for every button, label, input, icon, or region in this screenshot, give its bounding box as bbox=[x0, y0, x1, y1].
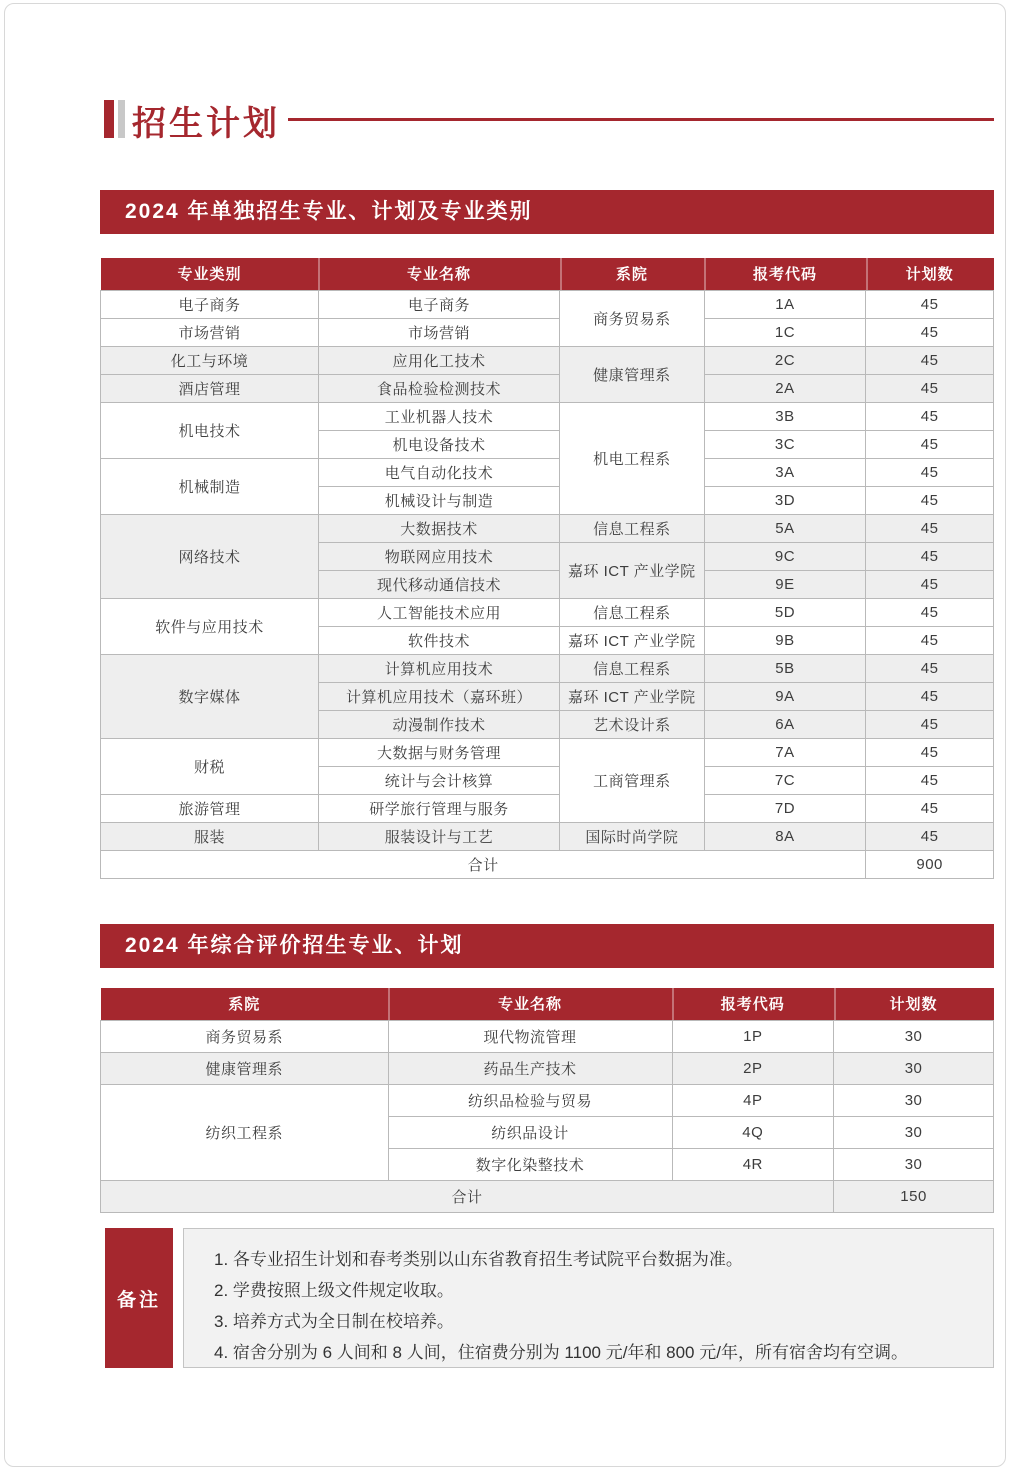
table-cell: 机械设计与制造 bbox=[318, 486, 559, 514]
table-cell: 电子商务 bbox=[318, 290, 559, 318]
title-accent-bar-gray bbox=[118, 100, 125, 138]
table-cell: 45 bbox=[866, 402, 994, 430]
table-cell: 9A bbox=[704, 682, 866, 710]
table-cell: 45 bbox=[866, 794, 994, 822]
table-cell: 4R bbox=[672, 1148, 834, 1180]
table-cell: 45 bbox=[866, 458, 994, 486]
table-row bbox=[101, 598, 994, 626]
table-cell: 酒店管理 bbox=[101, 374, 319, 402]
table-cell: 纺织品设计 bbox=[388, 1116, 672, 1148]
table-cell: 2C bbox=[704, 346, 866, 374]
table-cell: 电子商务 bbox=[101, 290, 319, 318]
page-title: 招生计划 bbox=[132, 105, 280, 143]
table-cell: 信息工程系 bbox=[560, 598, 705, 626]
column-header: 系院 bbox=[101, 988, 389, 1020]
remarks-box bbox=[183, 1228, 994, 1368]
table-cell: 嘉环 ICT 产业学院 bbox=[560, 542, 705, 598]
table-cell: 市场营销 bbox=[318, 318, 559, 346]
table-cell: 大数据技术 bbox=[318, 514, 559, 542]
section1-banner: 2024 年单独招生专业、计划及专业类别 bbox=[100, 190, 994, 234]
table-cell: 7A bbox=[704, 738, 866, 766]
table-cell: 2A bbox=[704, 374, 866, 402]
column-header: 专业名称 bbox=[318, 258, 559, 290]
table-cell: 信息工程系 bbox=[560, 514, 705, 542]
header-row bbox=[101, 988, 994, 1020]
table-cell: 9E bbox=[704, 570, 866, 598]
table-cell: 合计 bbox=[101, 850, 866, 878]
table-cell: 网络技术 bbox=[101, 514, 319, 598]
table-cell: 艺术设计系 bbox=[560, 710, 705, 738]
section2-banner: 2024 年综合评价招生专业、计划 bbox=[100, 924, 994, 968]
table-row bbox=[101, 346, 994, 374]
column-header: 计划数 bbox=[866, 258, 994, 290]
column-header: 计划数 bbox=[834, 988, 994, 1020]
table-cell: 1P bbox=[672, 1020, 834, 1052]
table-row bbox=[101, 1052, 994, 1084]
table-cell: 研学旅行管理与服务 bbox=[318, 794, 559, 822]
table-cell: 8A bbox=[704, 822, 866, 850]
table-cell: 30 bbox=[834, 1084, 994, 1116]
table-cell: 服装 bbox=[101, 822, 319, 850]
table-cell: 45 bbox=[866, 654, 994, 682]
table-cell: 机电工程系 bbox=[560, 402, 705, 514]
table-cell: 机电技术 bbox=[101, 402, 319, 458]
table-row bbox=[101, 318, 994, 346]
column-header: 专业类别 bbox=[101, 258, 319, 290]
comprehensive-enrollment-table bbox=[100, 988, 994, 1213]
table-cell: 5B bbox=[704, 654, 866, 682]
table-cell: 计算机应用技术（嘉环班） bbox=[318, 682, 559, 710]
table-cell: 统计与会计核算 bbox=[318, 766, 559, 794]
table-cell: 3B bbox=[704, 402, 866, 430]
table-row bbox=[101, 514, 994, 542]
remark-item: 4. 宿舍分别为 6 人间和 8 人间，住宿费分别为 1100 元/年和 800 元/年，所有宿舍均有空调。 bbox=[214, 1343, 908, 1362]
title-rule-line bbox=[288, 118, 994, 121]
table-cell: 30 bbox=[834, 1116, 994, 1148]
table-cell: 45 bbox=[866, 682, 994, 710]
table-cell: 数字化染整技术 bbox=[388, 1148, 672, 1180]
remarks-label: 备注 bbox=[105, 1228, 173, 1368]
table-cell: 化工与环境 bbox=[101, 346, 319, 374]
single-enrollment-table bbox=[100, 258, 994, 879]
table-cell: 软件技术 bbox=[318, 626, 559, 654]
table-cell: 4Q bbox=[672, 1116, 834, 1148]
table-cell: 45 bbox=[866, 598, 994, 626]
table-cell: 45 bbox=[866, 346, 994, 374]
table-row bbox=[101, 1084, 994, 1116]
table-cell: 机械制造 bbox=[101, 458, 319, 514]
table-cell: 动漫制作技术 bbox=[318, 710, 559, 738]
table-cell: 2P bbox=[672, 1052, 834, 1084]
table-cell: 45 bbox=[866, 374, 994, 402]
table-cell: 纺织工程系 bbox=[101, 1084, 389, 1180]
table-cell: 5A bbox=[704, 514, 866, 542]
table-cell: 3A bbox=[704, 458, 866, 486]
total-row bbox=[101, 850, 994, 878]
column-header: 系院 bbox=[560, 258, 705, 290]
table-cell: 大数据与财务管理 bbox=[318, 738, 559, 766]
table-cell: 45 bbox=[866, 542, 994, 570]
table-cell: 应用化工技术 bbox=[318, 346, 559, 374]
table-cell: 旅游管理 bbox=[101, 794, 319, 822]
remark-item: 3. 培养方式为全日制在校培养。 bbox=[214, 1312, 454, 1331]
table-cell: 3C bbox=[704, 430, 866, 458]
table-cell: 纺织品检验与贸易 bbox=[388, 1084, 672, 1116]
remark-item: 1. 各专业招生计划和春考类别以山东省教育招生考试院平台数据为准。 bbox=[214, 1250, 743, 1269]
table-row bbox=[101, 402, 994, 430]
table-cell: 服装设计与工艺 bbox=[318, 822, 559, 850]
table-cell: 嘉环 ICT 产业学院 bbox=[560, 626, 705, 654]
total-row bbox=[101, 1180, 994, 1212]
table-cell: 45 bbox=[866, 710, 994, 738]
table-row bbox=[101, 290, 994, 318]
table-cell: 市场营销 bbox=[101, 318, 319, 346]
table-cell: 1A bbox=[704, 290, 866, 318]
table-row bbox=[101, 822, 994, 850]
table-row bbox=[101, 1020, 994, 1052]
table-cell: 国际时尚学院 bbox=[560, 822, 705, 850]
table-cell: 商务贸易系 bbox=[560, 290, 705, 346]
table-row bbox=[101, 654, 994, 682]
table-cell: 5D bbox=[704, 598, 866, 626]
table-cell: 6A bbox=[704, 710, 866, 738]
table-row bbox=[101, 374, 994, 402]
table-cell: 商务贸易系 bbox=[101, 1020, 389, 1052]
table-cell: 45 bbox=[866, 318, 994, 346]
table-cell: 嘉环 ICT 产业学院 bbox=[560, 682, 705, 710]
table-cell: 软件与应用技术 bbox=[101, 598, 319, 654]
table-cell: 现代物流管理 bbox=[388, 1020, 672, 1052]
table-cell: 45 bbox=[866, 514, 994, 542]
table-cell: 45 bbox=[866, 822, 994, 850]
table-cell: 信息工程系 bbox=[560, 654, 705, 682]
table-cell: 30 bbox=[834, 1148, 994, 1180]
table-row bbox=[101, 794, 994, 822]
table-cell: 药品生产技术 bbox=[388, 1052, 672, 1084]
table-cell: 计算机应用技术 bbox=[318, 654, 559, 682]
table-cell: 数字媒体 bbox=[101, 654, 319, 738]
table-cell: 30 bbox=[834, 1052, 994, 1084]
table-cell: 45 bbox=[866, 766, 994, 794]
table-cell: 机电设备技术 bbox=[318, 430, 559, 458]
table-cell: 健康管理系 bbox=[560, 346, 705, 402]
table-cell: 900 bbox=[866, 850, 994, 878]
table-cell: 工商管理系 bbox=[560, 738, 705, 822]
table-cell: 3D bbox=[704, 486, 866, 514]
table-cell: 7C bbox=[704, 766, 866, 794]
table-cell: 合计 bbox=[101, 1180, 834, 1212]
header-row bbox=[101, 258, 994, 290]
table-cell: 9B bbox=[704, 626, 866, 654]
table-cell: 7D bbox=[704, 794, 866, 822]
table-cell: 1C bbox=[704, 318, 866, 346]
table-cell: 45 bbox=[866, 570, 994, 598]
column-header: 专业名称 bbox=[388, 988, 672, 1020]
table-cell: 物联网应用技术 bbox=[318, 542, 559, 570]
remark-item: 2. 学费按照上级文件规定收取。 bbox=[214, 1281, 454, 1300]
table-row bbox=[101, 458, 994, 486]
title-accent-bar-red bbox=[104, 100, 114, 138]
table-cell: 财税 bbox=[101, 738, 319, 794]
table-cell: 现代移动通信技术 bbox=[318, 570, 559, 598]
table-cell: 45 bbox=[866, 738, 994, 766]
table-cell: 30 bbox=[834, 1020, 994, 1052]
table-cell: 健康管理系 bbox=[101, 1052, 389, 1084]
table-cell: 45 bbox=[866, 626, 994, 654]
table-cell: 食品检验检测技术 bbox=[318, 374, 559, 402]
table-cell: 150 bbox=[834, 1180, 994, 1212]
table-cell: 电气自动化技术 bbox=[318, 458, 559, 486]
table-cell: 4P bbox=[672, 1084, 834, 1116]
table-cell: 45 bbox=[866, 430, 994, 458]
table-row bbox=[101, 738, 994, 766]
table-cell: 9C bbox=[704, 542, 866, 570]
table-cell: 工业机器人技术 bbox=[318, 402, 559, 430]
table-cell: 人工智能技术应用 bbox=[318, 598, 559, 626]
column-header: 报考代码 bbox=[672, 988, 834, 1020]
table-cell: 45 bbox=[866, 486, 994, 514]
column-header: 报考代码 bbox=[704, 258, 866, 290]
table-cell: 45 bbox=[866, 290, 994, 318]
